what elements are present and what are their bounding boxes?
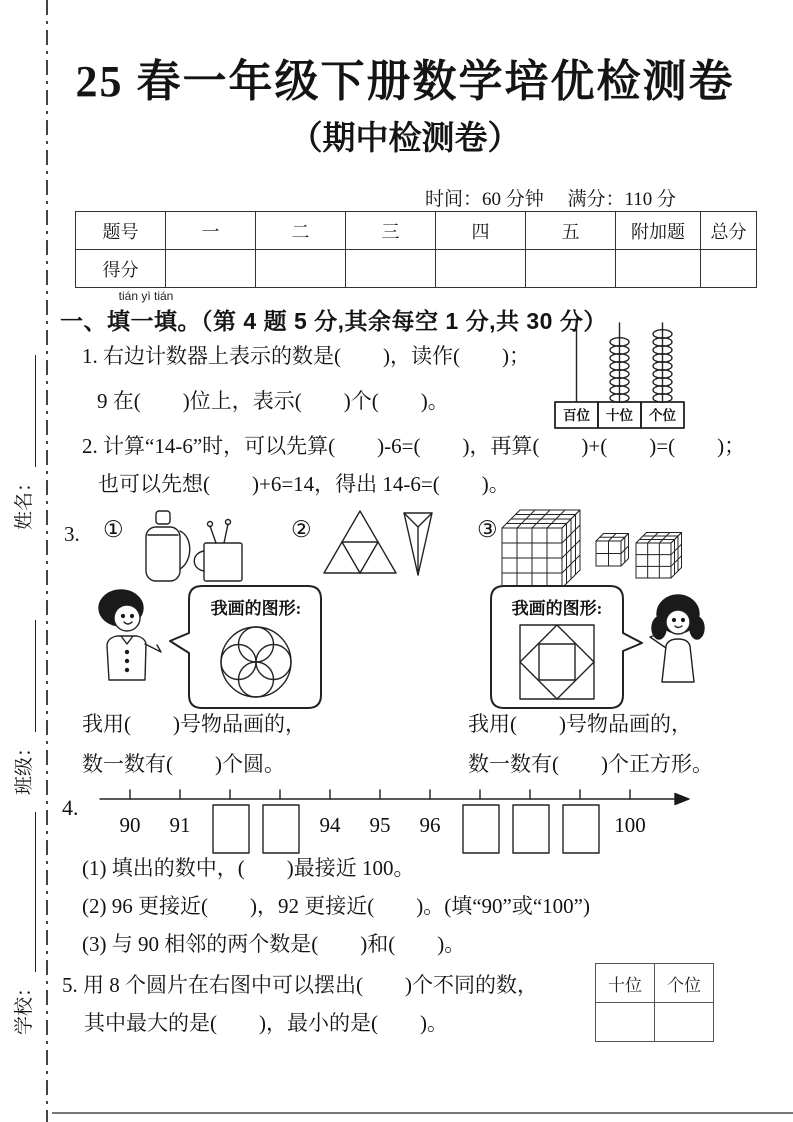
q4-sub2: (2) 96 更接近( )，92 更接近( )。(填“90”或“100”): [82, 894, 590, 918]
abacus-hundreds-label: 百位: [563, 408, 590, 423]
pyramid-and-prism-drawing: [318, 505, 436, 587]
margin-dashed-divider: [46, 0, 48, 1122]
q3-number: 3.: [64, 522, 80, 546]
pv-ones-header: 个位: [655, 964, 714, 1003]
svg-text:94: 94: [319, 813, 341, 837]
bubble-left-label: 我画的图形:: [210, 599, 302, 618]
score-header-cell: 题号: [76, 212, 166, 250]
class-blank-line: [17, 620, 36, 732]
q1-line2: 9 在( )位上，表示( )个( )。: [97, 389, 449, 413]
score-header-cell: 二: [256, 212, 346, 250]
score-empty-cell: [526, 250, 616, 288]
boy-figure: [83, 588, 165, 706]
section1-heading: 一、填一填。（第 4 题 5 分,其余每空 1 分,共 30 分）: [60, 308, 607, 334]
q3-right-line2: 数一数有( )个正方形。: [468, 752, 713, 776]
numberline: [95, 786, 695, 856]
q3-item3-mark: ③: [477, 517, 498, 542]
q2-line2: 也可以先想( )+6=14，得出 14-6=( )。: [98, 472, 510, 496]
girl-speech-bubble: [480, 583, 645, 713]
q3-item1-mark: ①: [103, 517, 124, 542]
score-empty-cell: [436, 250, 526, 288]
cubes-drawing: [500, 498, 685, 593]
score-header-cell: 三: [346, 212, 436, 250]
svg-text:91: 91: [169, 813, 191, 837]
school-blank-line: [17, 812, 36, 972]
paper-subtitle: （期中检测卷）: [289, 121, 521, 157]
class-label: 班级：: [14, 737, 35, 795]
cubes-group: [502, 510, 682, 588]
score-empty-cell: [256, 250, 346, 288]
q5-line1: 5. 用 8 个圆片在右图中可以摆出( )个不同的数，: [62, 973, 538, 997]
svg-text:95: 95: [369, 813, 391, 837]
svg-text:100: 100: [614, 813, 646, 837]
abacus-ones-label: 个位: [649, 408, 676, 423]
boy-speech-bubble: [168, 583, 333, 713]
place-value-table: [595, 963, 714, 1042]
q4-sub3: (3) 与 90 相邻的两个数是( )和( )。: [82, 932, 466, 956]
q3-right-line1: 我用( )号物品画的，: [468, 712, 692, 736]
abacus-tens-label: 十位: [606, 408, 633, 423]
student-name-field: [12, 330, 36, 530]
bubble-right-label: 我画的图形:: [511, 599, 603, 618]
q3-item2-mark: ②: [291, 517, 312, 542]
q2-line1: 2. 计算“14-6”时，可以先算( )-6=( )，再算( )+( )=( )；: [82, 434, 746, 458]
girl-figure: [638, 592, 716, 704]
name-blank-line: [17, 355, 36, 467]
score-empty-cell: [701, 250, 757, 288]
q4-number: 4.: [62, 795, 79, 820]
score-header-cell: 总分: [701, 212, 757, 250]
score-row-label: 得分: [76, 250, 166, 288]
school-label: 学校：: [14, 977, 35, 1035]
score-empty-cell: [166, 250, 256, 288]
score-header-cell: 一: [166, 212, 256, 250]
q4-sub1: (1) 填出的数中，( )最接近 100。: [82, 856, 415, 880]
student-school-field: [12, 785, 36, 1035]
score-empty-cell: [616, 250, 701, 288]
pinyin-annotation: tián yì tián: [118, 289, 174, 303]
svg-text:96: 96: [419, 813, 441, 837]
svg-text:90: 90: [119, 813, 141, 837]
pv-tens-header: 十位: [596, 964, 655, 1003]
paper-title: 25 春一年级下册数学培优检测卷: [75, 57, 735, 106]
score-header-cell: 附加题: [616, 212, 701, 250]
name-label: 姓名：: [14, 472, 35, 530]
q3-left-line2: 数一数有( )个圆。: [82, 752, 285, 776]
q3-left-line1: 我用( )号物品画的，: [82, 712, 306, 736]
q5-line2: 其中最大的是( )，最小的是( )。: [84, 1011, 448, 1035]
score-header-cell: 四: [436, 212, 526, 250]
score-table: [75, 211, 757, 288]
score-empty-cell: [346, 250, 436, 288]
pv-empty-cell: [596, 1003, 655, 1042]
pv-empty-cell: [655, 1003, 714, 1042]
abacus: [553, 320, 687, 432]
page-bottom-rule: [52, 1112, 793, 1114]
score-header-cell: 五: [526, 212, 616, 250]
exam-meta: 时间：60 分钟 满分：110 分: [425, 189, 677, 210]
q1-line1: 1. 右边计数器上表示的数是( )，读作( )；: [82, 344, 530, 368]
thermos-and-cup-drawing: [132, 503, 250, 591]
student-class-field: [12, 595, 36, 795]
